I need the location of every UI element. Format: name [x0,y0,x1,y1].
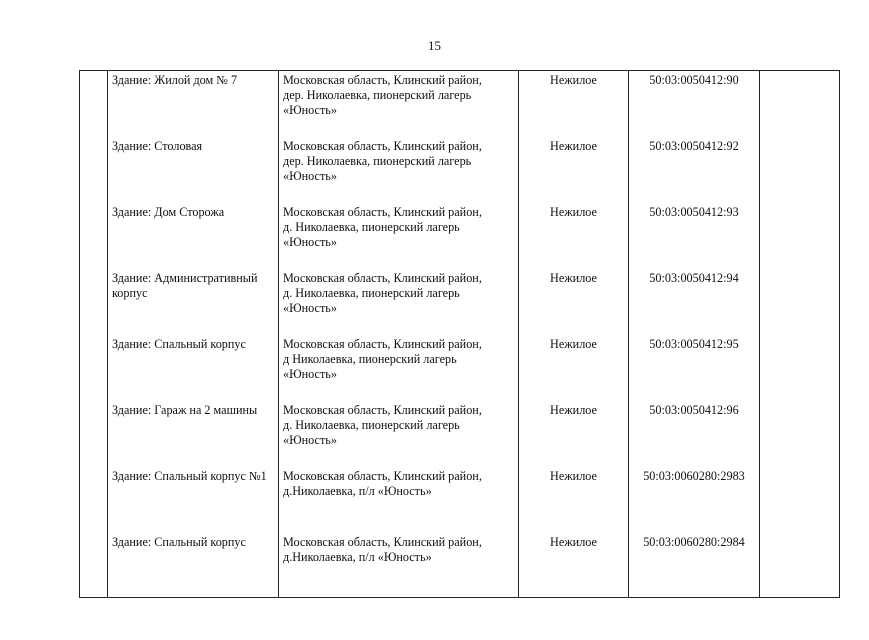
address-line: Московская область, Клинский район, [283,337,482,351]
address-line: Московская область, Клинский район, [283,139,482,153]
address-line: Московская область, Клинский район, [283,403,482,417]
object-name-cell: Здание: Гараж на 2 машины [108,401,279,467]
empty-cell [760,401,840,467]
cadastral-number-cell: 50:03:0050412:95 [629,335,760,401]
empty-cell [760,533,840,598]
object-name-cell: Здание: Дом Сторожа [108,203,279,269]
cadastral-number-cell: 50:03:0050412:96 [629,401,760,467]
address-line: дер. Николаевка, пионерский лагерь [283,154,472,168]
address-cell [279,533,519,598]
address-line: д. Николаевка, пионерский лагерь [283,220,460,234]
table-row [80,533,840,598]
index-cell [80,71,108,138]
empty-cell [760,335,840,401]
index-cell [80,467,108,533]
address-line: д. Николаевка, пионерский лагерь [283,418,460,432]
purpose-cell: Нежилое [519,269,629,335]
purpose-cell: Нежилое [519,335,629,401]
address-cell [279,71,519,138]
object-name-cell: Здание: Столовая [108,137,279,203]
object-name-cell: Здание: Спальный корпус №1 [108,467,279,533]
object-name-cell: Здание: Спальный корпус [108,335,279,401]
address-cell [279,269,519,335]
index-cell [80,533,108,598]
address-line: «Юность» [283,301,337,315]
address-line: Московская область, Клинский район, [283,469,482,483]
cadastral-number-cell: 50:03:0050412:94 [629,269,760,335]
index-cell [80,137,108,203]
object-name-cell: Здание: Жилой дом № 7 [108,71,279,138]
object-name-cell: Здание: Спальный корпус [108,533,279,598]
table-row [80,467,840,533]
index-cell [80,335,108,401]
cadastral-number-cell: 50:03:0060280:2984 [629,533,760,598]
cadastral-number-cell: 50:03:0050412:90 [629,71,760,138]
purpose-cell: Нежилое [519,401,629,467]
purpose-cell: Нежилое [519,533,629,598]
address-line: «Юность» [283,235,337,249]
object-name-cell: Здание: Административный корпус [108,269,279,335]
table-row [80,335,840,401]
address-cell [279,137,519,203]
cadastral-number-cell: 50:03:0050412:92 [629,137,760,203]
purpose-cell: Нежилое [519,203,629,269]
property-registry-table [79,70,840,598]
table-row [80,269,840,335]
purpose-cell: Нежилое [519,137,629,203]
table-row [80,401,840,467]
empty-cell [760,137,840,203]
address-line: «Юность» [283,103,337,117]
empty-cell [760,269,840,335]
address-line: д Николаевка, пионерский лагерь [283,352,457,366]
address-cell [279,401,519,467]
empty-cell [760,203,840,269]
purpose-cell: Нежилое [519,467,629,533]
purpose-cell: Нежилое [519,71,629,138]
empty-cell [760,467,840,533]
table-row [80,71,840,138]
cadastral-number-cell: 50:03:0060280:2983 [629,467,760,533]
index-cell [80,401,108,467]
address-cell [279,335,519,401]
address-line: Московская область, Клинский район, [283,73,482,87]
address-line: «Юность» [283,367,337,381]
address-cell [279,203,519,269]
index-cell [80,269,108,335]
index-cell [80,203,108,269]
address-line: д.Николаевка, п/л «Юность» [283,550,432,564]
table-row [80,203,840,269]
empty-cell [760,71,840,138]
address-line: д. Николаевка, пионерский лагерь [283,286,460,300]
address-cell [279,467,519,533]
address-line: «Юность» [283,433,337,447]
address-line: Московская область, Клинский район, [283,535,482,549]
address-line: Московская область, Клинский район, [283,205,482,219]
address-line: д.Николаевка, п/л «Юность» [283,484,432,498]
cadastral-number-cell: 50:03:0050412:93 [629,203,760,269]
address-line: «Юность» [283,169,337,183]
table-row [80,137,840,203]
page-number: 15 [428,38,441,53]
address-line: дер. Николаевка, пионерский лагерь [283,88,472,102]
address-line: Московская область, Клинский район, [283,271,482,285]
